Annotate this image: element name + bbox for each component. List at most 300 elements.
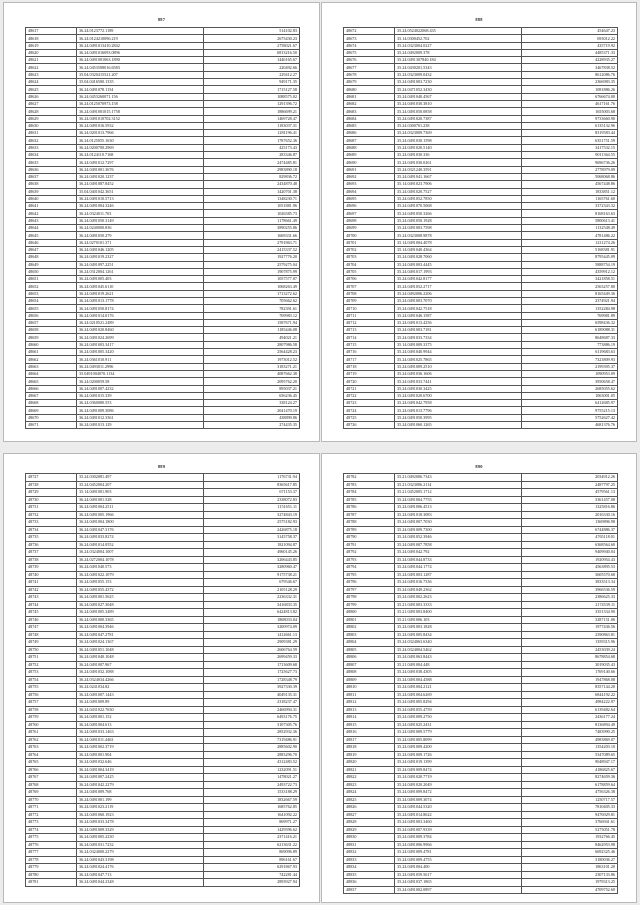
- amount-cell: 2174539.11: [522, 601, 618, 609]
- table-row: [26, 71, 300, 78]
- row-number-cell: 48787: [344, 511, 395, 519]
- code-cell: 36.24.0491033.1463: [77, 729, 204, 737]
- row-number-cell: 48820: [344, 759, 395, 767]
- table-row: [344, 349, 618, 356]
- table-row: [344, 71, 618, 78]
- code-cell: 35.24.0491025.7865: [395, 356, 522, 363]
- amount-cell: 4756326.38: [522, 789, 618, 797]
- amount-cell: 3372343.32: [522, 203, 618, 210]
- code-cell: 36.24.0491032.646: [77, 759, 204, 767]
- code-cell: 36.24.0491009.3329: [77, 826, 204, 834]
- code-cell: 36.24.0491024.1367: [77, 639, 204, 647]
- row-number-cell: 48762: [26, 736, 77, 744]
- amount-cell: 3966536.59: [522, 586, 618, 594]
- code-cell: 35.24.0491002.0897: [395, 886, 522, 894]
- amount-cell: 2758021.67: [204, 42, 300, 49]
- row-number-cell: 48650: [26, 268, 77, 275]
- amount-cell: 5888754.19: [522, 261, 618, 268]
- table-row: [26, 203, 300, 210]
- amount-cell: 220492.66: [204, 64, 300, 71]
- row-number-cell: 48778: [26, 856, 77, 864]
- row-number-cell: 48647: [26, 246, 77, 253]
- table-row: [26, 79, 300, 86]
- row-number-cell: 48658: [26, 327, 77, 334]
- row-number-cell: 48663: [26, 363, 77, 370]
- amount-cell: 1833851.12: [522, 188, 618, 195]
- table-row: [344, 624, 618, 632]
- row-number-cell: 48694: [344, 188, 395, 195]
- amount-cell: 425173.43: [204, 144, 300, 151]
- row-number-cell: 48642: [26, 210, 77, 217]
- code-cell: 35.24.0491020.5140: [395, 144, 522, 151]
- amount-cell: 1868033.04: [204, 616, 300, 624]
- table-row: [344, 804, 618, 812]
- row-number-cell: 48783: [344, 481, 395, 489]
- table-row: [26, 319, 300, 326]
- code-cell: 35.24.0492006.2206: [395, 290, 522, 297]
- row-number-cell: 48730: [26, 496, 77, 504]
- table-row: [344, 57, 618, 64]
- table-row: [26, 28, 300, 35]
- code-cell: 35.24.0491009.8472: [395, 789, 522, 797]
- table-row: [26, 699, 300, 707]
- code-cell: 35.24.0471052.3430: [395, 86, 522, 93]
- table-row: [26, 789, 300, 797]
- amount-cell: 2579275.04: [204, 261, 300, 268]
- table-row: [344, 744, 618, 752]
- table-row: [344, 42, 618, 49]
- table-row: [26, 356, 300, 363]
- table-row: [26, 152, 300, 159]
- code-cell: 36.24.0491004.3946: [77, 624, 204, 632]
- amount-cell: 4579561.13: [522, 489, 618, 497]
- code-cell: 35.24.0491003.7181: [395, 327, 522, 334]
- amount-cell: 2487797.25: [522, 481, 618, 489]
- row-number-cell: 48745: [26, 609, 77, 617]
- code-cell: 35.24.0491020.2049: [395, 781, 522, 789]
- row-number-cell: 48723: [344, 400, 395, 407]
- code-cell: 36.24.0491009.768: [77, 789, 204, 797]
- code-cell: 36.24.0491011.4463: [77, 736, 204, 744]
- row-number-cell: 48645: [26, 232, 77, 239]
- amount-cell: 4781486.22: [522, 232, 618, 239]
- code-cell: 35.14.0491004.4078: [395, 239, 522, 246]
- table-row: [344, 841, 618, 849]
- table-row: [26, 744, 300, 752]
- amount-cell: 2390863.81: [522, 631, 618, 639]
- code-cell: 36.24.0270101.371: [77, 239, 204, 246]
- row-number-cell: 48736: [26, 541, 77, 549]
- amount-cell: 1713272.62: [204, 290, 300, 297]
- table-row: [26, 349, 300, 356]
- code-cell: 35.24.0491007.7030: [395, 519, 522, 527]
- row-number-cell: 48752: [26, 661, 77, 669]
- table-row: [344, 586, 618, 594]
- table-row: [26, 327, 300, 334]
- amount-cell: 1231274.26: [522, 239, 618, 246]
- code-cell: 36.24.0453508016.6583: [77, 64, 204, 71]
- amount-cell: 1932766.45: [522, 834, 618, 842]
- table-row: [344, 341, 618, 348]
- row-number-cell: 48744: [26, 601, 77, 609]
- row-number-cell: 48737: [26, 549, 77, 557]
- amount-cell: 3467838.52: [522, 64, 618, 71]
- code-cell: 35.24.0491003.3460: [395, 819, 522, 827]
- amount-cell: 2366983.35: [522, 79, 618, 86]
- amount-cell: 1352284.98: [522, 305, 618, 312]
- code-cell: 35.14.0491023.7906: [395, 181, 522, 188]
- table-row: [344, 534, 618, 542]
- row-number-cell: 48671: [26, 422, 77, 429]
- row-number-cell: 48687: [344, 137, 395, 144]
- table-row: [344, 137, 618, 144]
- code-cell: 36.24.0125070973.158: [77, 100, 204, 107]
- amount-cell: 3200974.09: [204, 624, 300, 632]
- row-number-cell: 48739: [26, 564, 77, 572]
- code-cell: 36.24.0491019.2621: [77, 290, 204, 297]
- code-cell: 35.24.0491042.7958: [395, 400, 522, 407]
- amount-cell: 7483990.25: [522, 729, 618, 737]
- row-number-cell: 48688: [344, 144, 395, 151]
- table-row: [26, 181, 300, 188]
- amount-cell: 3107305.76: [204, 721, 300, 729]
- code-cell: 35.24.0323009.7369: [395, 130, 522, 137]
- table-row: [26, 616, 300, 624]
- code-cell: 36.24.0491020.1237: [77, 173, 204, 180]
- row-number-cell: 48712: [344, 319, 395, 326]
- table-row: [26, 774, 300, 782]
- row-number-cell: 48709: [344, 297, 395, 304]
- row-number-cell: 48816: [344, 729, 395, 737]
- row-number-cell: 48707: [344, 283, 395, 290]
- amount-cell: 2371416.21: [204, 834, 300, 842]
- code-cell: 35.24.0491042.792: [395, 549, 522, 557]
- amount-cell: 2386625.33: [522, 594, 618, 602]
- row-number-cell: 48679: [344, 79, 395, 86]
- table-row: [344, 217, 618, 224]
- table-row: [26, 86, 300, 93]
- code-cell: 36.24.0491013410.2842: [77, 42, 204, 49]
- code-cell: 35.24.0491013.4256: [395, 319, 522, 326]
- row-number-cell: 48742: [26, 586, 77, 594]
- code-cell: 35.21.0491003.3333: [395, 601, 522, 609]
- table-row: [344, 181, 618, 188]
- amount-cell: 8274659.36: [522, 774, 618, 782]
- amount-cell: 4228935.27: [522, 57, 618, 64]
- code-cell: 35.24.0492009.378: [395, 49, 522, 56]
- code-cell: 36.24.0210521.2489: [77, 319, 204, 326]
- document-page-890: [321, 453, 637, 903]
- row-number-cell: 48819: [344, 751, 395, 759]
- amount-cell: 8612086.76: [522, 71, 618, 78]
- table-row: [26, 312, 300, 319]
- code-cell: 35.24.0491004.7755: [395, 496, 522, 504]
- code-cell: 35.0491004070.1134: [77, 370, 204, 377]
- table-row: [344, 422, 618, 429]
- code-cell: 35.24.0491041.1667: [395, 173, 522, 180]
- table-row: [344, 173, 618, 180]
- table-row: [344, 781, 618, 789]
- table-row: [26, 519, 300, 527]
- table-row: [344, 834, 618, 842]
- code-cell: 35.24.0321240.3591: [395, 166, 522, 173]
- amount-cell: 1281196.41: [204, 130, 300, 137]
- table-row: [344, 474, 618, 482]
- row-number-cell: 48834: [344, 864, 395, 872]
- amount-cell: 1325816.86: [522, 504, 618, 512]
- row-number-cell: 48837: [344, 886, 395, 894]
- amount-cell: 338124.27: [204, 400, 300, 407]
- table-row: [344, 225, 618, 232]
- row-number-cell: 48715: [344, 341, 395, 348]
- code-cell: 35.04.0320415521.207: [77, 71, 204, 78]
- table-row: [344, 856, 618, 864]
- table-row: [26, 856, 300, 864]
- amount-cell: 2474485.81: [204, 159, 300, 166]
- code-cell: 36.24.0491005.3420: [77, 349, 204, 356]
- amount-cell: 1354203.10: [522, 744, 618, 752]
- table-row: [344, 144, 618, 151]
- amount-cell: 2338072.83: [204, 496, 300, 504]
- amount-cell: 2883296.70: [204, 751, 300, 759]
- row-number-cell: 48729: [26, 489, 77, 497]
- row-number-cell: 48666: [26, 385, 77, 392]
- row-number-cell: 48640: [26, 195, 77, 202]
- table-row: [26, 669, 300, 677]
- row-number-cell: 48728: [26, 481, 77, 489]
- table-row: [344, 195, 618, 202]
- table-row: [26, 496, 300, 504]
- amount-cell: 8165449.36: [522, 290, 618, 297]
- code-cell: 36.24.0324004.1007: [77, 549, 204, 557]
- code-cell: 35.24.0491009.3074: [395, 796, 522, 804]
- row-number-cell: 48627: [26, 100, 77, 107]
- code-cell: 36.24.0491001063.1890: [77, 57, 204, 64]
- table-row: [344, 766, 618, 774]
- table-row: [344, 571, 618, 579]
- table-row: [26, 661, 300, 669]
- row-number-cell: 48721: [344, 385, 395, 392]
- amount-cell: 6692325.46: [522, 849, 618, 857]
- code-cell: 35.24.0491055.4759: [395, 706, 522, 714]
- code-cell: 35.24.0491006.4513: [395, 504, 522, 512]
- table-row: [344, 297, 618, 304]
- table-row: [26, 305, 300, 312]
- code-cell: 35.24.0491020.7387: [395, 115, 522, 122]
- code-cell: 36.24.0272004.1078: [77, 556, 204, 564]
- row-number-cell: 48705: [344, 268, 395, 275]
- table-row: [26, 49, 300, 56]
- table-row: [26, 276, 300, 283]
- amount-cell: 6598436.32: [522, 319, 618, 326]
- table-row: [26, 378, 300, 385]
- amount-cell: 4049135.31: [204, 691, 300, 699]
- amount-cell: 782391.61: [204, 305, 300, 312]
- code-cell: 36.24.0491003.3417: [77, 341, 204, 348]
- amount-cell: 3183271.21: [204, 363, 300, 370]
- table-row: [26, 601, 300, 609]
- row-number-cell: 48651: [26, 276, 77, 283]
- table-row: [26, 108, 300, 115]
- row-number-cell: 48620: [26, 49, 77, 56]
- code-cell: 35.24.0491014.8622: [395, 811, 522, 819]
- row-number-cell: 48622: [26, 64, 77, 71]
- code-cell: 36.24.0453260071.156: [77, 93, 204, 100]
- table-row: [26, 254, 300, 261]
- table-row: [344, 691, 618, 699]
- row-number-cell: 48829: [344, 826, 395, 834]
- row-number-cell: 48662: [26, 356, 77, 363]
- code-cell: 36.24.0491007.4232: [77, 385, 204, 392]
- amount-cell: 2685055.62: [522, 385, 618, 392]
- amount-cell: 2575182.93: [204, 519, 300, 527]
- row-number-cell: 48681: [344, 93, 395, 100]
- code-cell: 35.24.0491044.5320: [395, 804, 522, 812]
- amount-cell: 1907875.99: [204, 268, 300, 275]
- code-cell: 36.24.0124210096.219: [77, 35, 204, 42]
- code-cell: 35.24.0491003.7070: [395, 297, 522, 304]
- row-number-cell: 48648: [26, 254, 77, 261]
- code-cell: 35.21.0491003.8400: [395, 609, 522, 617]
- table-row: [344, 268, 618, 275]
- code-cell: 35.24.0491009.2750: [395, 714, 522, 722]
- table-row: [344, 356, 618, 363]
- row-number-cell: 48649: [26, 261, 77, 268]
- row-number-cell: 48633: [26, 144, 77, 151]
- amount-cell: 1469728.47: [204, 115, 300, 122]
- amount-cell: 3833513.34: [522, 579, 618, 587]
- row-number-cell: 48759: [26, 714, 77, 722]
- table-row: [344, 312, 618, 319]
- code-cell: 35.24.0491009.4200: [395, 744, 522, 752]
- table-row: [344, 714, 618, 722]
- row-number-cell: 48665: [26, 378, 77, 385]
- table-row: [344, 86, 618, 93]
- row-number-cell: 48632: [26, 137, 77, 144]
- amount-cell: 1183037.31: [204, 122, 300, 129]
- table-row: [26, 624, 300, 632]
- code-cell: 36.24.0491045.6110: [77, 283, 204, 290]
- table-row: [344, 481, 618, 489]
- amount-cell: 9409940.04: [522, 549, 618, 557]
- code-cell: 36.24.0491007.2425: [77, 774, 204, 782]
- table-row: [344, 676, 618, 684]
- table-row: [26, 144, 300, 151]
- table-row: [344, 789, 618, 797]
- amount-cell: 3206443.85: [204, 556, 300, 564]
- code-cell: 36.24.0431022.7630: [77, 706, 204, 714]
- table-row: [26, 864, 300, 872]
- row-number-cell: 48659: [26, 334, 77, 341]
- amount-cell: 1165761.60: [522, 195, 618, 202]
- amount-cell: 9755215.13: [522, 407, 618, 414]
- table-row: [26, 334, 300, 341]
- code-cell: 35.24.0491013.7796: [395, 407, 522, 414]
- amount-cell: 1151651.11: [204, 504, 300, 512]
- table-row: [344, 283, 618, 290]
- code-cell: 36.24.0491033.3478: [77, 819, 204, 827]
- code-cell: 35.21.0452005.1712: [395, 489, 522, 497]
- table-row: [344, 594, 618, 602]
- table-row: [26, 195, 300, 202]
- row-number-cell: 48835: [344, 871, 395, 879]
- code-cell: 35.24.0491004.6269: [395, 691, 522, 699]
- amount-cell: 2909381.29: [204, 639, 300, 647]
- amount-cell: 1977436.56: [522, 624, 618, 632]
- code-cell: 36.24.0491012.3361: [77, 414, 204, 421]
- table-row: [344, 28, 618, 35]
- code-cell: 36.24.0491001.5625: [77, 594, 204, 602]
- amount-cell: 769981.89: [522, 312, 618, 319]
- table-row: [26, 115, 300, 122]
- amount-cell: 6189088.31: [522, 327, 618, 334]
- table-row: [26, 526, 300, 534]
- code-cell: 35.21.0323006.2114: [395, 481, 522, 489]
- amount-cell: 9048947.17: [522, 759, 618, 767]
- amount-cell: 7319486.91: [204, 736, 300, 744]
- amount-cell: 5275051.78: [522, 826, 618, 834]
- amount-cell: 5347089.65: [522, 751, 618, 759]
- row-number-cell: 48738: [26, 556, 77, 564]
- code-cell: 35.24.0491003.4445: [395, 261, 522, 268]
- table-row: [344, 370, 618, 377]
- row-number-cell: 48724: [344, 407, 395, 414]
- amount-cell: 2493722.73: [204, 781, 300, 789]
- row-number-cell: 48644: [26, 225, 77, 232]
- table-row: [344, 290, 618, 297]
- amount-cell: 1533188.29: [204, 789, 300, 797]
- amount-cell: 4087662.38: [204, 370, 300, 377]
- amount-cell: 4983869.07: [522, 736, 618, 744]
- row-number-cell: 48654: [26, 297, 77, 304]
- amount-cell: 3274843.19: [204, 511, 300, 519]
- table-row: [26, 225, 300, 232]
- data-table: [343, 473, 618, 894]
- amount-cell: 4485371.33: [522, 49, 618, 56]
- row-number-cell: 48813: [344, 706, 395, 714]
- row-number-cell: 48625: [26, 86, 77, 93]
- amount-cell: 1669331.66: [204, 232, 300, 239]
- amount-cell: 671153.37: [204, 489, 300, 497]
- row-number-cell: 48713: [344, 327, 395, 334]
- amount-cell: 1886699.21: [204, 108, 300, 115]
- row-number-cell: 48777: [26, 849, 77, 857]
- code-cell: 36.24.0491004.1800: [77, 519, 204, 527]
- table-row: [344, 327, 618, 334]
- amount-cell: 2374921.94: [522, 297, 618, 304]
- row-number-cell: 48646: [26, 239, 77, 246]
- row-number-cell: 48775: [26, 834, 77, 842]
- amount-cell: 2318237.47: [204, 699, 300, 707]
- row-number-cell: 48757: [26, 699, 77, 707]
- table-row: [344, 684, 618, 692]
- code-cell: 35.24.0491030.3425: [395, 385, 522, 392]
- code-cell: 35.24.0491059.5617: [395, 871, 522, 879]
- table-row: [26, 564, 300, 572]
- row-number-cell: 48797: [344, 586, 395, 594]
- amount-cell: 6813216.50: [204, 49, 300, 56]
- table-row: [26, 556, 300, 564]
- code-cell: 35.21.0492006.7343: [395, 474, 522, 482]
- code-cell: 35.24.0491050.1928: [395, 217, 522, 224]
- amount-cell: 1232091.51: [204, 766, 300, 774]
- amount-cell: 6135132.96: [522, 122, 618, 129]
- row-number-cell: 48732: [26, 511, 77, 519]
- amount-cell: 6368564.60: [522, 541, 618, 549]
- code-cell: 36.24.0491014.0176: [77, 312, 204, 319]
- table-row: [344, 49, 618, 56]
- table-row: [26, 879, 300, 887]
